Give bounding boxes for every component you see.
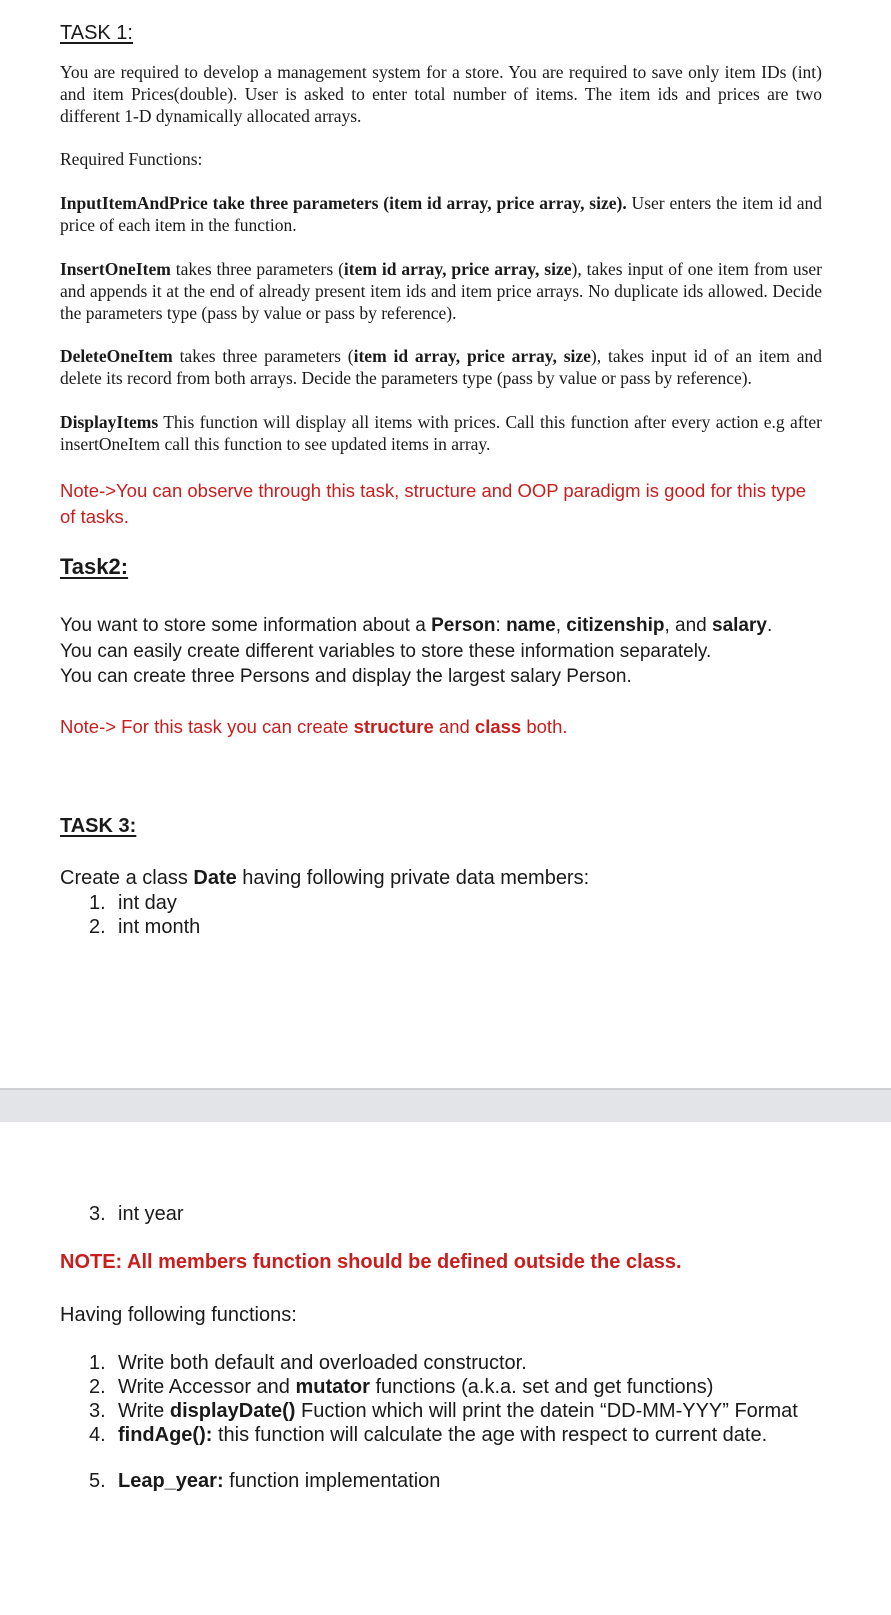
insert-one-item-desc: InsertOneItem takes three parameters (item id array, price array, size), takes input of one item from user and appends it at the end of already present item ids and item price arrays. No duplicate ids allowed. Decide the parameters type (pass by value or pass by reference). bbox=[60, 259, 822, 323]
task2-heading: Task2: bbox=[60, 554, 129, 579]
page-separator bbox=[0, 1088, 891, 1122]
task3-note: NOTE: All members function should be defined outside the class. bbox=[60, 1251, 682, 1273]
task2-persons-line: You can create three Persons and display the largest salary Person. bbox=[60, 666, 632, 687]
document-page-2 bbox=[0, 1122, 891, 1615]
input-item-and-price-name: InputItemAndPrice take three parameters (item id array, price array, size). bbox=[60, 193, 627, 213]
list-item: 5. Leap_year: function implementation bbox=[89, 1470, 441, 1492]
delete-one-item-desc: DeleteOneItem takes three parameters (item id array, price array, size), takes input id of an item and delete its record from both arrays. Decide the parameters type (pass by value or pass by reference). bbox=[60, 346, 822, 388]
task1-note: Note->You can observe through this task, structure and OOP paradigm is good for this type of tasks. bbox=[60, 480, 807, 527]
data-members-list-continued bbox=[60, 1202, 822, 1226]
display-items-desc: DisplayItems This function will display all items with prices. Call this function after every action e.g after insertOneItem call this function to see updated items in array. bbox=[60, 412, 822, 454]
task3-heading: TASK 3: bbox=[60, 815, 137, 837]
data-members-list bbox=[60, 891, 822, 939]
required-functions-label: Required Functions: bbox=[60, 149, 203, 169]
list-item: 2. int month bbox=[89, 916, 201, 938]
insert-one-item-name: InsertOneItem bbox=[60, 259, 171, 279]
display-items-name: DisplayItems bbox=[60, 412, 159, 432]
list-item: 2. Write Accessor and mutator functions (a.k.a. set and get functions) bbox=[89, 1376, 714, 1398]
list-item: 3. int year bbox=[89, 1203, 184, 1225]
functions-list bbox=[60, 1351, 822, 1493]
task3-intro: Create a class Date having following private data members: bbox=[60, 867, 590, 889]
list-item: 1. Write both default and overloaded constructor. bbox=[89, 1352, 527, 1374]
task2-person-line: You want to store some information about a Person: name, citizenship, and salary. bbox=[60, 615, 773, 636]
list-item: 4. findAge(): this function will calculate the age with respect to current date. bbox=[89, 1424, 768, 1446]
task2-variables-line: You can easily create different variables to store these information separately. bbox=[60, 641, 712, 662]
list-item: 3. Write displayDate() Fuction which will print the datein “DD-MM-YYY” Format bbox=[89, 1400, 798, 1422]
task1-intro: You are required to develop a management system for a store. You are required to save only item IDs (int) and item Prices(double). User is asked to enter total number of items. The item ids and prices are two different 1-D dynamically allocated arrays. bbox=[60, 62, 822, 126]
list-item: 1. int day bbox=[89, 892, 177, 914]
input-item-and-price-desc: InputItemAndPrice take three parameters (item id array, price array, size). User enters the item id and price of each item in the function. bbox=[60, 193, 822, 235]
having-functions-label: Having following functions: bbox=[60, 1304, 297, 1326]
task1-heading: TASK 1: bbox=[60, 22, 133, 44]
task2-note: Note-> For this task you can create structure and class both. bbox=[60, 716, 568, 737]
delete-one-item-name: DeleteOneItem bbox=[60, 346, 173, 366]
